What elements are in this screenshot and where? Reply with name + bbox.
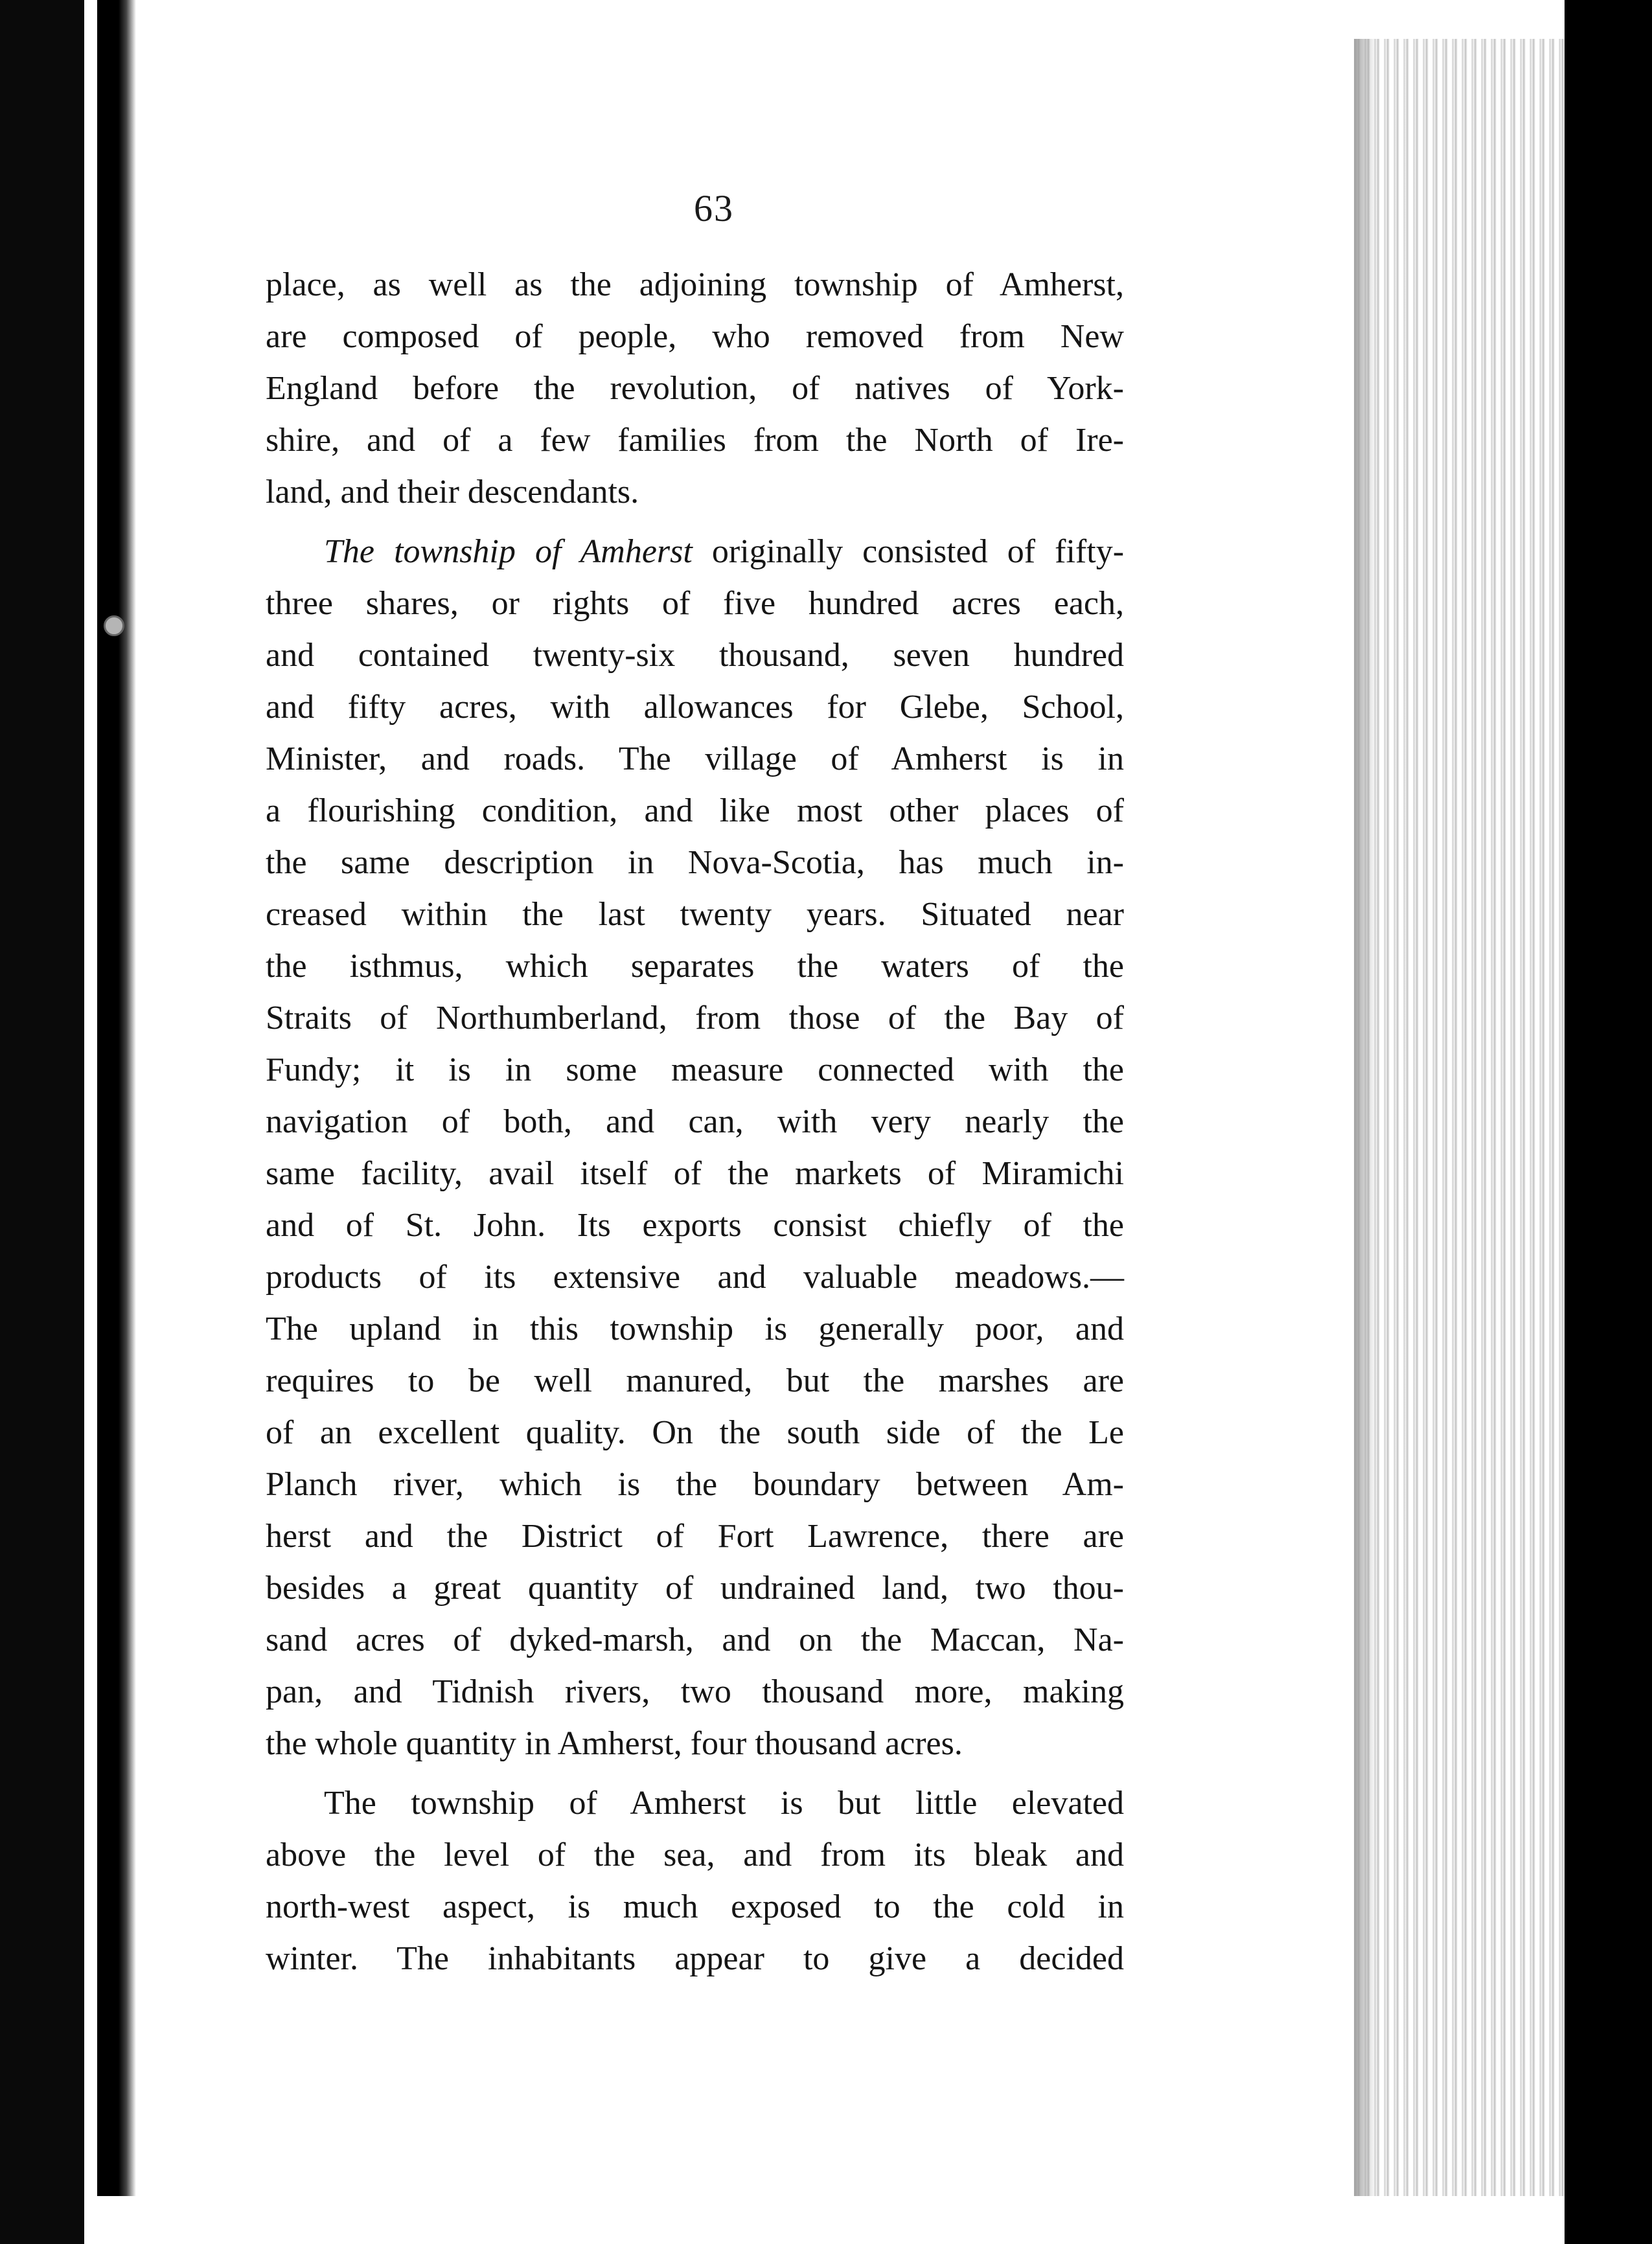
text-line-rest: originally consisted of fifty-	[692, 533, 1125, 570]
text-line: place, as well as the adjoining township of Amherst,	[266, 266, 1124, 303]
body-text	[266, 259, 1124, 1985]
text-line: besides a great quantity of undrained land, two thou-	[266, 1570, 1124, 1607]
text-line: pan, and Tidnish rivers, two thousand more, making	[266, 1673, 1124, 1710]
text-line	[266, 526, 1124, 578]
text-line: a flourishing condition, and like most other places of	[266, 792, 1124, 829]
text-line: land, and their descendants.	[266, 474, 639, 510]
text-line: products of its extensive and valuable meadows.—	[266, 1259, 1124, 1296]
text-line: The upland in this township is generally poor, and	[266, 1311, 1124, 1347]
scan-right-edge	[1565, 0, 1652, 2244]
page-edge-stack	[1351, 39, 1565, 2196]
text-line: navigation of both, and can, with very nearly the	[266, 1103, 1124, 1140]
text-line: England before the revolution, of natives of York-	[266, 370, 1124, 407]
page-number: 63	[694, 187, 734, 229]
text-line: winter. The inhabitants appear to give a decided	[266, 1940, 1124, 1977]
paragraph	[266, 259, 1124, 518]
text-line: the isthmus, which separates the waters of the	[266, 948, 1124, 985]
text-line: Planch river, which is the boundary between Am-	[266, 1466, 1124, 1503]
scan-left-edge	[0, 0, 84, 2244]
text-line: the whole quantity in Amherst, four thousand acres.	[266, 1725, 963, 1762]
text-line: of an excellent quality. On the south side of the Le	[266, 1414, 1124, 1451]
binding-hole-mark	[104, 615, 124, 636]
text-line: and fifty acres, with allowances for Glebe, School,	[266, 689, 1124, 726]
text-line: are composed of people, who removed from New	[266, 318, 1124, 355]
text-line: Straits of Northumberland, from those of the Bay of	[266, 1000, 1124, 1036]
text-line: north-west aspect, is much exposed to the cold in	[266, 1888, 1124, 1925]
text-line: three shares, or rights of five hundred acres each,	[266, 585, 1124, 622]
text-line: creased within the last twenty years. Situated near	[266, 896, 1124, 933]
text-line: Minister, and roads. The village of Amherst is in	[266, 740, 1124, 777]
text-line: sand acres of dyked-marsh, and on the Maccan, Na-	[266, 1621, 1124, 1658]
scan-top-margin	[136, 0, 1565, 39]
paragraph	[266, 1778, 1124, 1985]
text-line: The township of Amherst is but little elevated	[324, 1785, 1124, 1822]
page-edge-shadow	[1351, 39, 1377, 2196]
italic-lead: The township of Amherst	[324, 533, 693, 570]
text-line: above the level of the sea, and from its bleak and	[266, 1837, 1124, 1873]
text-line: and of St. John. Its exports consist chiefly of the	[266, 1207, 1124, 1244]
text-line: requires to be well manured, but the marshes are	[266, 1362, 1124, 1399]
paragraph	[266, 526, 1124, 1770]
book-spine-shadow	[97, 0, 136, 2244]
text-line: Fundy; it is in some measure connected with the	[266, 1051, 1124, 1088]
text-line: and contained twenty-six thousand, seven hundred	[266, 637, 1124, 674]
text-line: herst and the District of Fort Lawrence, there are	[266, 1518, 1124, 1555]
text-line: the same description in Nova-Scotia, has much in-	[266, 844, 1124, 881]
text-line: same facility, avail itself of the markets of Miramichi	[266, 1155, 1124, 1192]
text-line: shire, and of a few families from the North of Ire-	[266, 422, 1124, 459]
scan-bottom-margin	[84, 2196, 1565, 2244]
